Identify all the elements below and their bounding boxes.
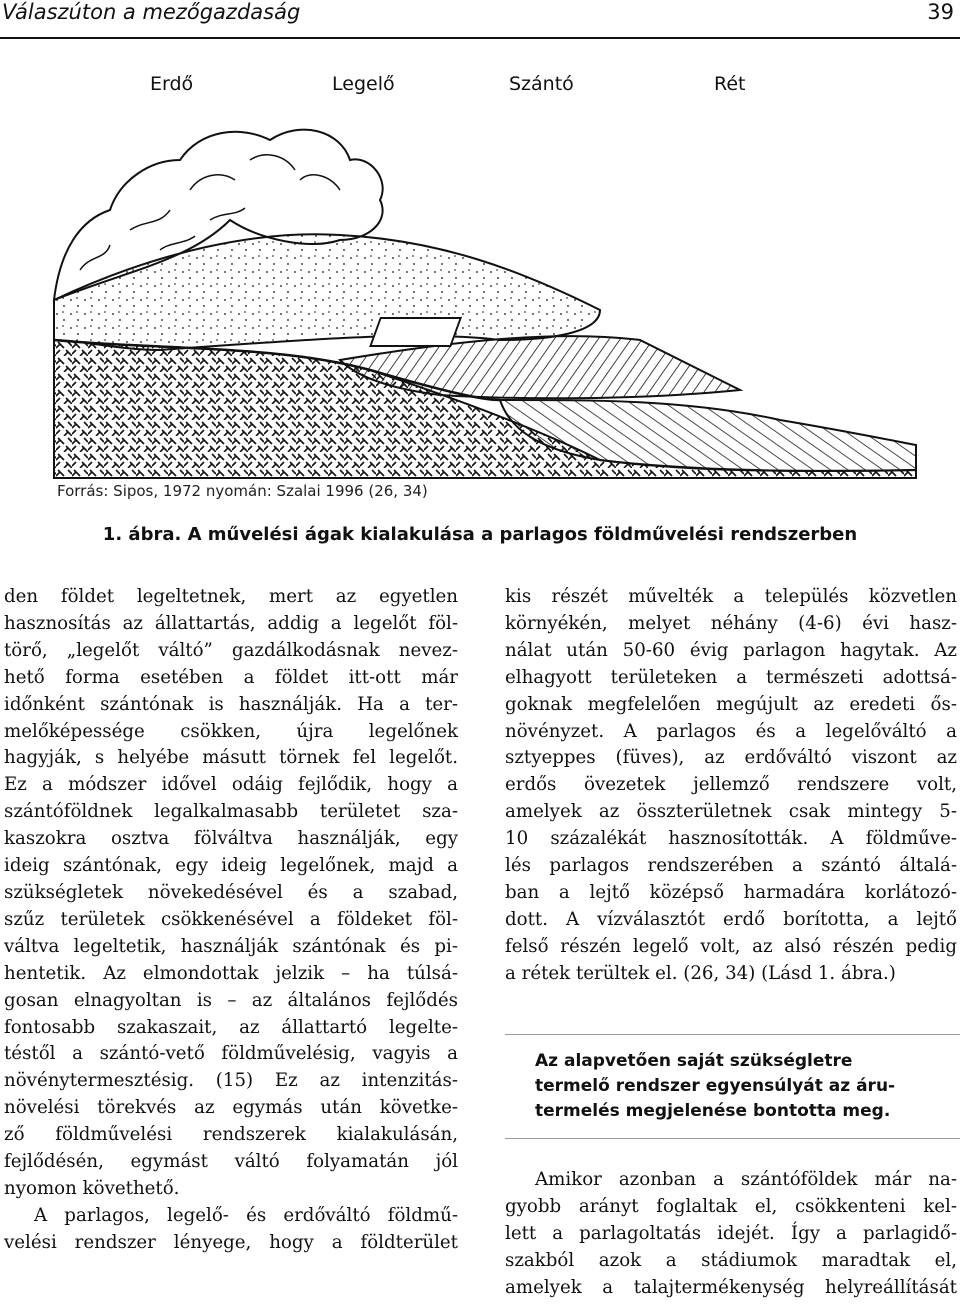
text-line: növelési törekvés az egymás után követke- bbox=[4, 1097, 458, 1119]
left-column bbox=[4, 584, 458, 1257]
right-column bbox=[505, 584, 957, 988]
text-line: den földet legeltetnek, mert az egyetlen bbox=[4, 586, 458, 607]
running-header bbox=[0, 0, 960, 26]
page-number: 39 bbox=[927, 0, 954, 24]
text-line: lés parlagos rendszerében a szántó általá- bbox=[505, 855, 957, 877]
text-line: kis részét művelték a település közvetlen bbox=[505, 586, 957, 607]
header-rule bbox=[0, 37, 960, 39]
text-line: hető forma esetében a földet itt-ott már bbox=[4, 666, 458, 688]
label-meadow: Rét bbox=[714, 73, 746, 95]
text-line: erdős övezetek jellemző rendszere volt, bbox=[505, 774, 957, 796]
figure-caption: 1. ábra. A művelési ágak kialakulása a parlagos földművelési rendszerben bbox=[102, 524, 858, 545]
figure-source: Forrás: Sipos, 1972 nyomán: Szalai 1996 (26, 34) bbox=[57, 482, 428, 500]
running-title: Válaszúton a mezőgazdaság bbox=[2, 0, 301, 24]
text-line: A parlagos, legelő- és erdőváltó földmű- bbox=[34, 1204, 458, 1226]
text-line: felső részén legelő volt, az alsó részén pedig bbox=[505, 935, 957, 957]
text-line: kaszokra osztva fölváltva használják, egy bbox=[4, 828, 458, 850]
text-line: szántóföldnek legalkalmasabb területet sza- bbox=[4, 801, 458, 823]
text-line: ban a lejtő középső harmadára korlátozó- bbox=[505, 881, 957, 903]
text-line: Amikor azonban a szántóföldek már na- bbox=[535, 1169, 957, 1190]
text-line: 10 százalékát hasznosították. A földműve- bbox=[505, 828, 957, 850]
label-arable: Szántó bbox=[509, 73, 574, 95]
label-pasture: Legelő bbox=[332, 73, 395, 95]
text-line: gyobb arányt foglaltak el, csökkenteni kel- bbox=[505, 1195, 957, 1217]
text-line: lett a parlagoltatás idejét. Így a parlagidő- bbox=[505, 1222, 957, 1244]
pull-quote-line: Az alapvetően saját szükségletre bbox=[535, 1051, 853, 1071]
text-line: amelyek a talajtermékenység helyreállítását bbox=[505, 1276, 957, 1298]
text-line: sztyeppes (füves), az erdőváltó viszont az bbox=[505, 747, 957, 769]
text-line: nyomon követhető. bbox=[4, 1177, 180, 1199]
text-line: hagyják, s helyébe másutt törnek fel legelőt. bbox=[4, 747, 458, 769]
text-line: hasznosítás az állattartás, addig a legelőt föl- bbox=[4, 612, 458, 634]
text-line: szűz területek csökkenésével a földeket föl- bbox=[4, 908, 458, 930]
text-line: növénytermesztésig. (15) Ez az intenzitás- bbox=[4, 1070, 458, 1092]
text-line: fontosabb szakaszait, az állattartó legelte- bbox=[4, 1016, 458, 1038]
text-line: növényzet. A parlagos és a legelőváltó a bbox=[505, 720, 957, 742]
text-line: gosan elnagyoltan is – az általános fejlődés bbox=[4, 989, 458, 1011]
text-line: elhagyott területeken a természeti adottsá- bbox=[505, 666, 957, 688]
text-line: fejlődésén, egymást váltó folyamatán jól bbox=[4, 1151, 458, 1173]
text-line: időnként szántónak is használják. Ha a ter- bbox=[4, 693, 458, 715]
pull-quote bbox=[505, 1034, 960, 1139]
text-line: téstől a szántó-vető földművelésig, vagyis a bbox=[4, 1043, 458, 1065]
text-line: goknak megfelelően megújult az eredeti ős- bbox=[505, 693, 957, 715]
text-line: környékén, melyet néhány (4-6) évi hasz- bbox=[505, 612, 957, 634]
text-line: Ez a módszer idővel odáig fejlődik, hogy a bbox=[4, 774, 458, 796]
pull-quote-line: termelés megjelenése bontotta meg. bbox=[535, 1101, 891, 1121]
text-line: ző földművelési rendszerek kialakulásán, bbox=[4, 1124, 458, 1146]
text-line: szakból azok a stádiumok maradtak el, bbox=[505, 1249, 957, 1271]
text-line: velési rendszer lényege, hogy a földterület bbox=[4, 1231, 458, 1253]
right-column-continued bbox=[505, 1167, 957, 1302]
text-line: dott. A vízválasztót erdő borította, a lejtő bbox=[505, 908, 957, 930]
text-line: melőképessége csökken, újra legelőnek bbox=[4, 720, 458, 742]
text-line: amelyek az összterületnek csak mintegy 5- bbox=[505, 801, 957, 823]
label-forest: Erdő bbox=[150, 73, 194, 95]
text-line: nálat után 50-60 évig parlagon hagytak. Az bbox=[505, 639, 957, 661]
text-line: szükségletek növekedésével és a szabad, bbox=[4, 881, 458, 903]
text-line: ideig szántónak, egy ideig legelőnek, majd a bbox=[4, 855, 458, 877]
text-line: hentetik. Az elmondottak jelzik – ha túlsá- bbox=[4, 962, 458, 984]
text-line: törő, „legelőt váltó” gazdálkodásnak nevez- bbox=[4, 639, 458, 661]
pull-quote-line: termelő rendszer egyensúlyát az áru- bbox=[535, 1076, 896, 1096]
text-line: a rétek terültek el. (26, 34) (Lásd 1. ábra.) bbox=[505, 962, 896, 984]
land-use-illustration bbox=[40, 100, 920, 480]
text-line: váltva legeltetik, használják szántónak és pi- bbox=[4, 935, 458, 957]
